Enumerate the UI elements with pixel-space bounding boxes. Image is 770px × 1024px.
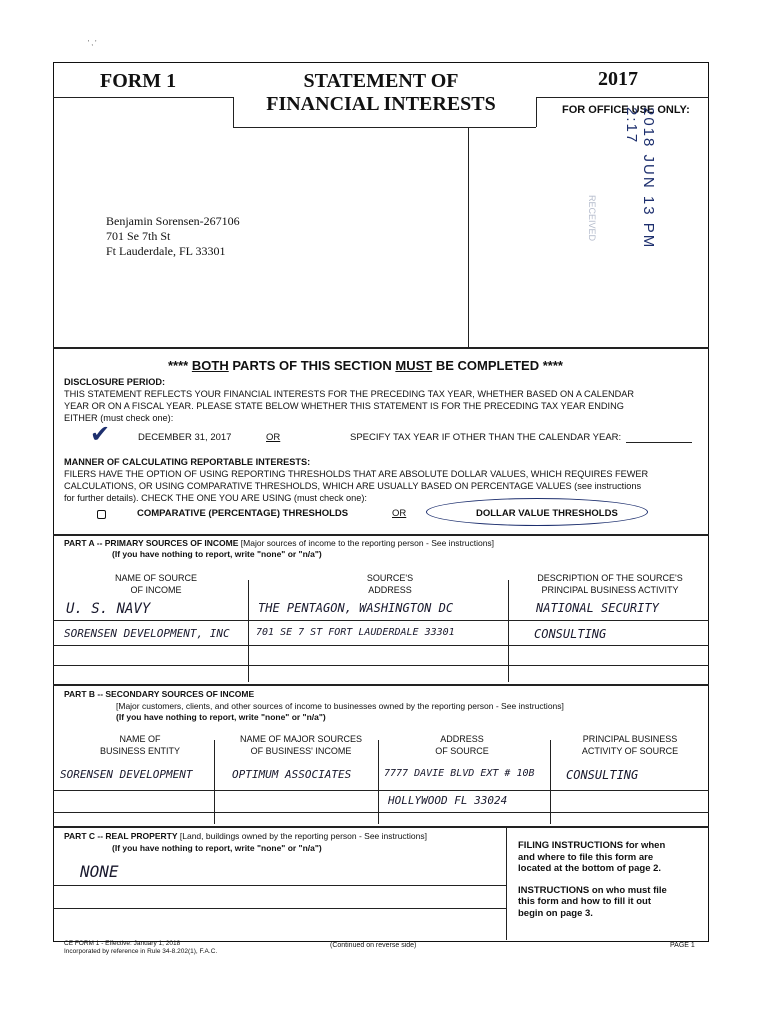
option-december[interactable]: DECEMBER 31, 2017 xyxy=(138,432,232,443)
part-b-col2-header xyxy=(226,733,376,757)
part-b-col3-l1: ADDRESS xyxy=(440,734,484,744)
part-a-row1-name[interactable]: U. S. NAVY xyxy=(66,601,151,617)
part-a-row1-address[interactable]: THE PENTAGON, WASHINGTON DC xyxy=(258,601,454,615)
faint-stamp: RECEIVED xyxy=(587,195,597,242)
part-b-address-2[interactable]: HOLLYWOOD FL 33024 xyxy=(388,794,508,807)
specify-blank[interactable] xyxy=(626,442,692,443)
section-banner xyxy=(168,358,563,373)
part-a-row2-activity[interactable]: CONSULTING xyxy=(534,627,607,641)
option-or-2: OR xyxy=(392,508,407,519)
filer-name: Benjamin Sorensen-267106 xyxy=(106,214,240,228)
manner-line-2: CALCULATIONS, OR USING COMPARATIVE THRESHOLDS, WHICH ARE USUALLY BASED ON PERCENTAGE VALUES (see instructions xyxy=(64,481,642,491)
part-b-entity[interactable]: SORENSEN DEVELOPMENT xyxy=(60,768,193,781)
form-label: FORM 1 xyxy=(100,70,177,92)
filing-line-2: and where to file this form are xyxy=(518,851,654,863)
option-dollar[interactable]: DOLLAR VALUE THRESHOLDS xyxy=(476,508,618,519)
part-b-col4-header xyxy=(560,733,700,757)
footer-left-1: CE FORM 1 - Effective: January 1, 2018 xyxy=(64,940,181,947)
office-use-label: FOR OFFICE USE ONLY: xyxy=(562,104,690,116)
part-a-col3-header xyxy=(520,572,700,596)
banner-stars-left: **** xyxy=(168,358,189,373)
footer-center: (Continued on reverse side) xyxy=(330,942,417,949)
footer-page-number: PAGE 1 xyxy=(670,942,695,949)
part-a-row2-name[interactable]: SORENSEN DEVELOPMENT, INC xyxy=(64,627,230,640)
part-b-col3-header xyxy=(392,733,532,757)
checkmark-icon[interactable]: ✔ xyxy=(90,421,111,448)
part-c-title xyxy=(64,831,427,841)
banner-must: MUST xyxy=(395,358,433,373)
part-b-note: [Major customers, clients, and other sources of income to businesses owned by the reporting person - See instructions] xyxy=(116,701,564,711)
received-stamp: 2018 JUN 13 PM 2:17 xyxy=(623,107,657,250)
part-b-col4-l1: PRINCIPAL BUSINESS xyxy=(582,734,678,744)
part-c-entry[interactable]: NONE xyxy=(80,862,119,881)
part-b-activity[interactable]: CONSULTING xyxy=(566,768,639,782)
banner-text-end: BE COMPLETED xyxy=(435,358,540,373)
part-c-title-text: PART C -- REAL PROPERTY xyxy=(64,831,178,841)
part-a-col3-l1: DESCRIPTION OF THE SOURCE'S xyxy=(537,573,683,583)
part-c-subtitle: (If you have nothing to report, write "none" or "n/a") xyxy=(112,843,322,853)
part-b-address-1[interactable]: 7777 DAVIE BLVD EXT # 10B xyxy=(384,768,535,779)
disclosure-block xyxy=(64,376,704,424)
part-a-row2-address[interactable]: 701 SE 7 ST FORT LAUDERDALE 33301 xyxy=(256,627,455,638)
footer-left xyxy=(64,940,217,956)
stray-marks: ' , ' xyxy=(88,40,97,47)
filer-city: Ft Lauderdale, FL 33301 xyxy=(106,244,226,258)
manner-block xyxy=(64,456,704,504)
filing-line-3: located at the bottom of page 2. xyxy=(518,863,662,874)
part-a-title-text: PART A -- PRIMARY SOURCES OF INCOME xyxy=(64,538,239,548)
disclosure-line-1: THIS STATEMENT REFLECTS YOUR FINANCIAL INTERESTS FOR THE PRECEDING TAX YEAR, WHETHER BASED ON A CALENDAR xyxy=(64,389,635,399)
title-line-1: STATEMENT OF xyxy=(303,70,459,92)
filer-address xyxy=(106,214,240,259)
footer-left-2: Incorporated by reference in Rule 34-8.202(1), F.A.C. xyxy=(64,948,218,955)
part-a-subtitle: (If you have nothing to report, write "none" or "n/a") xyxy=(112,549,322,559)
part-a-col1-l2: OF INCOME xyxy=(130,585,182,595)
part-a-col2-header xyxy=(320,572,460,596)
comparative-checkbox[interactable] xyxy=(97,510,106,519)
part-a-col1-header xyxy=(86,572,226,596)
part-a-title-note: [Major sources of income to the reporting person - See instructions] xyxy=(240,538,495,548)
part-b-col2-l1: NAME OF MAJOR SOURCES xyxy=(239,734,362,744)
part-b-title: PART B -- SECONDARY SOURCES OF INCOME xyxy=(64,689,255,699)
banner-stars-right: **** xyxy=(542,358,563,373)
part-a-title xyxy=(64,538,494,548)
filing-line-6: begin on page 3. xyxy=(518,907,593,919)
part-b-col1-l2: BUSINESS ENTITY xyxy=(99,746,180,756)
filing-line-1: FILING INSTRUCTIONS for when xyxy=(518,840,666,851)
part-b-col3-l2: OF SOURCE xyxy=(435,746,489,756)
part-a-col2-l2: ADDRESS xyxy=(368,585,412,595)
part-b-col2-l2: OF BUSINESS' INCOME xyxy=(250,746,352,756)
part-c-note: [Land, buildings owned by the reporting person - See instructions] xyxy=(179,831,427,841)
filing-instructions xyxy=(518,840,667,919)
title-line-2: FINANCIAL INTERESTS xyxy=(266,93,496,115)
part-b-col4-l2: ACTIVITY OF SOURCE xyxy=(581,746,679,756)
disclosure-line-2: YEAR OR ON A FISCAL YEAR. PLEASE STATE BELOW WHETHER THIS STATEMENT IS FOR THE PRECEDING TAX YEAR ENDING xyxy=(64,401,624,411)
option-comparative[interactable]: COMPARATIVE (PERCENTAGE) THRESHOLDS xyxy=(137,508,349,519)
manner-line-3: for further details). CHECK THE ONE YOU ARE USING (must check one): xyxy=(64,493,367,503)
part-a-col1-l1: NAME OF SOURCE xyxy=(114,573,197,583)
filer-street: 701 Se 7th St xyxy=(106,229,171,243)
disclosure-line-3: EITHER (must check one): xyxy=(64,413,174,423)
option-or-1: OR xyxy=(266,432,281,443)
option-specify[interactable]: SPECIFY TAX YEAR IF OTHER THAN THE CALENDAR YEAR: xyxy=(350,432,622,443)
banner-both: BOTH xyxy=(191,358,229,373)
part-a-row1-activity[interactable]: NATIONAL SECURITY xyxy=(536,601,659,615)
part-b-col1-header xyxy=(70,733,210,757)
part-b-source[interactable]: OPTIMUM ASSOCIATES xyxy=(232,768,352,781)
part-a-col3-l2: PRINCIPAL BUSINESS ACTIVITY xyxy=(541,585,679,595)
page-title xyxy=(236,70,526,116)
part-b-subtitle: (If you have nothing to report, write "none" or "n/a") xyxy=(116,712,326,722)
form-year: 2017 xyxy=(598,68,638,90)
manner-heading: MANNER OF CALCULATING REPORTABLE INTERESTS: xyxy=(64,457,311,467)
disclosure-heading: DISCLOSURE PERIOD: xyxy=(64,377,166,387)
manner-line-1: FILERS HAVE THE OPTION OF USING REPORTING THRESHOLDS THAT ARE ABSOLUTE DOLLAR VALUES, WHICH REQUIRES FEWER xyxy=(64,469,649,479)
filing-line-5: this form and how to fill it out xyxy=(518,896,651,907)
part-a-col2-l1: SOURCE'S xyxy=(366,573,414,583)
part-b-col1-l1: NAME OF xyxy=(119,734,161,744)
filing-line-4: INSTRUCTIONS on who must file xyxy=(518,884,667,896)
banner-text-mid: PARTS OF THIS SECTION xyxy=(232,358,392,373)
